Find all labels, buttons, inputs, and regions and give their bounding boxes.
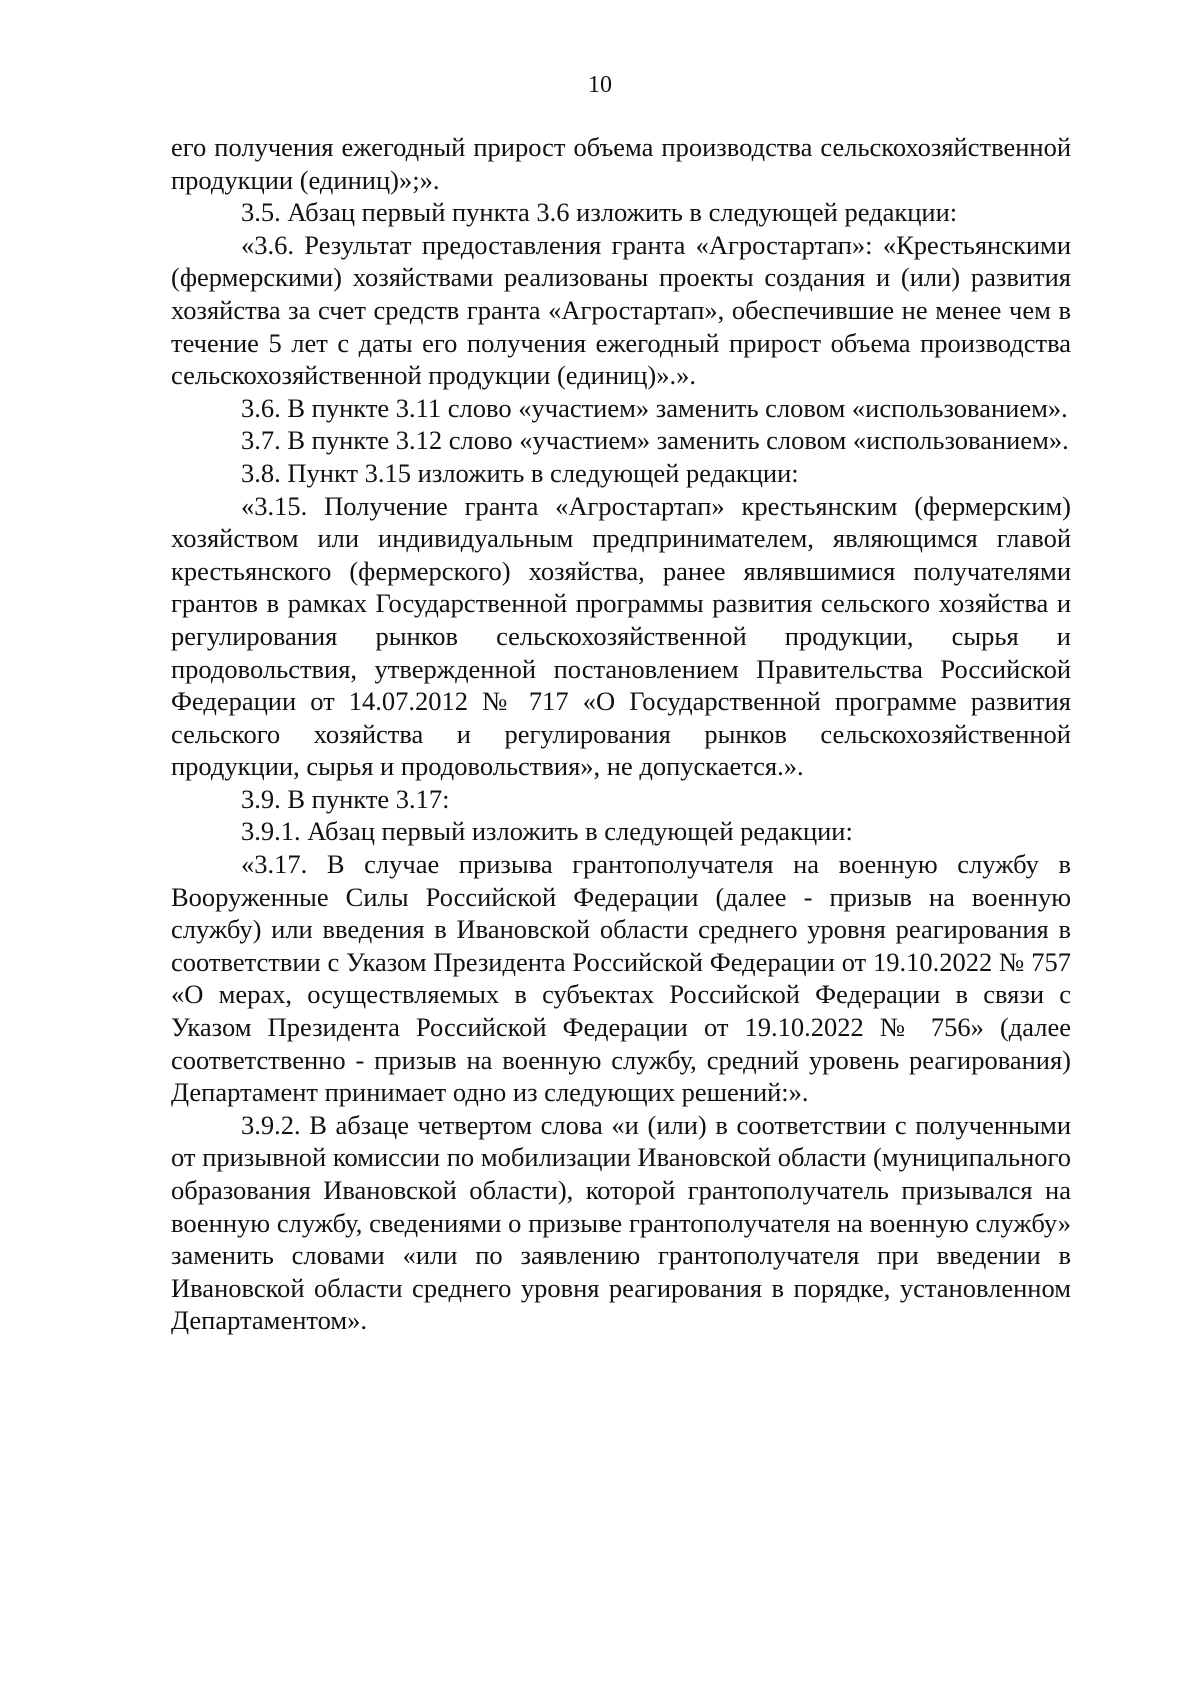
paragraph-3-8: 3.8. Пункт 3.15 изложить в следующей редакции:	[241, 457, 799, 488]
paragraph-3-9-2: 3.9.2. В абзаце четвертом слова «и (или) в соответствии с полученными от призывной комиссии по мобилизации Ивановской области (муниципального образования Ивановской области), которой грантополучатель призывался на военную службу, сведениями о призыве грантополучателя на военную службу» заменить словами «или по заявлению грантополучателя при введении в Ивановской области среднего уровня реагирования в порядке, установленном Департаментом».	[171, 1109, 1071, 1336]
paragraph-continuation: его получения ежегодный прирост объема производства сельскохозяйственной продукции (единиц)»;».	[171, 132, 1071, 195]
paragraph-3-6: 3.6. В пункте 3.11 слово «участием» заменить словом «использованием».	[241, 392, 1068, 423]
paragraph-3-9-1: 3.9.1. Абзац первый изложить в следующей редакции:	[241, 816, 853, 847]
paragraph-3-15-quote: «3.15. Получение гранта «Агростартап» крестьянским (фермерским) хозяйством или индивидуальным предпринимателем, являющимся главой крестьянского (фермерского) хозяйства, ранее являвшимися получателями грантов в рамках Государственной программы развития сельского хозяйства и регулирования рынков сельскохозяйственной продукции, сырья и продовольствия, утвержденной постановлением Правительства Российской Федерации от 14.07.2012 № 717 «О Государственной программе развития сельского хозяйства и регулирования рынков сельскохозяйственной продукции, сырья и продовольствия», не допускается.».	[171, 490, 1071, 782]
paragraph-3-6-quote: «3.6. Результат предоставления гранта «Агростартап»: «Крестьянскими (фермерскими) хозяйствами реализованы проекты создания и (или) развития хозяйства за счет средств гранта «Агростартап», обеспечившие не менее чем в течение 5 лет с даты его получения ежегодный прирост объема производства сельскохозяйственной продукции (единиц)».».	[171, 229, 1071, 391]
document-body	[171, 131, 1071, 1337]
paragraph-3-17-quote: «3.17. В случае призыва грантополучателя на военную службу в Вооруженные Силы Российской Федерации (далее - призыв на военную службу) или введения в Ивановской области среднего уровня реагирования в соответствии с Указом Президента Российской Федерации от 19.10.2022 № 757 «О мерах, осуществляемых в субъектах Российской Федерации в связи с Указом Президента Российской Федерации от 19.10.2022 № 756» (далее соответственно - призыв на военную службу, средний уровень реагирования) Департамент принимает одно из следующих решений:».	[171, 849, 1071, 1108]
page-number: 10	[588, 72, 612, 98]
paragraph-3-5: 3.5. Абзац первый пункта 3.6 изложить в следующей редакции:	[241, 197, 958, 228]
paragraph-3-7: 3.7. В пункте 3.12 слово «участием» заменить словом «использованием».	[241, 425, 1069, 456]
paragraph-3-9: 3.9. В пункте 3.17:	[241, 783, 450, 814]
